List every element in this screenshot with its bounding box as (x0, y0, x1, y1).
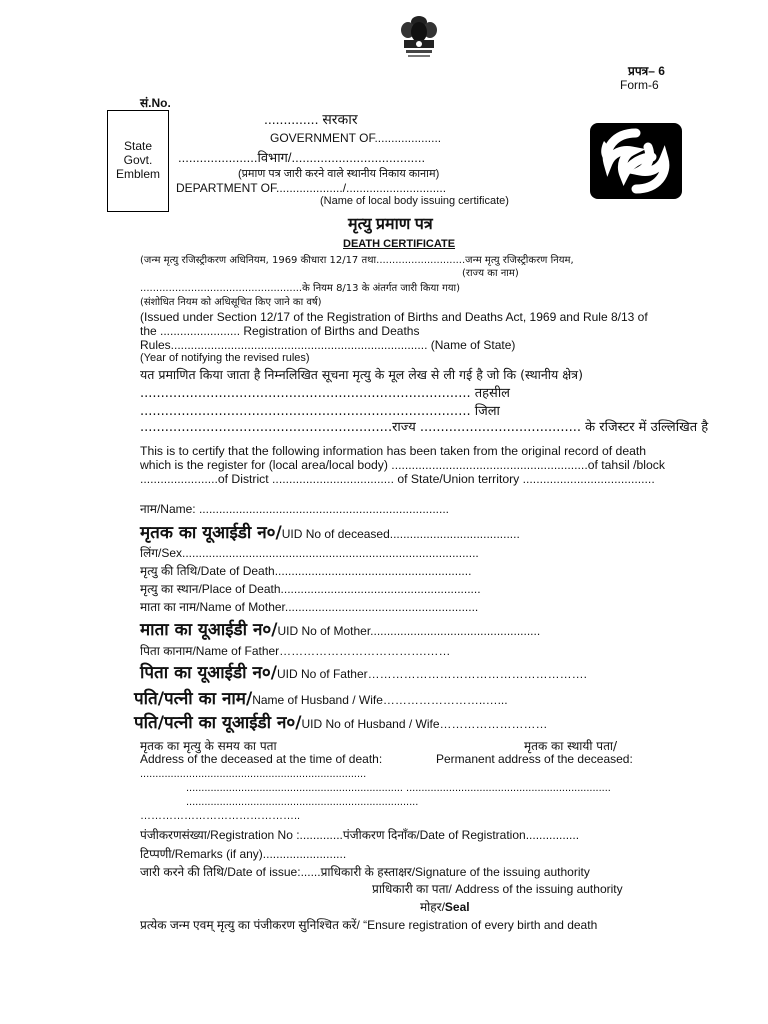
preamble-english-4: (Year of notifying the revised rules) (140, 352, 310, 364)
state-emblem-icon (396, 14, 442, 66)
government-hindi: .............. सरकार (264, 111, 358, 127)
address-permanent-english: Permanent address of the deceased: (436, 752, 633, 766)
department-hindi: ......................विभाग/..................................... (178, 150, 426, 165)
form-number-english: Form-6 (620, 78, 659, 92)
field-spouse-name-hindi: पति/पत्नी का नाम/ (134, 689, 253, 709)
footer-note: प्रत्येक जन्म एवम् मृत्यु का पंजीकरण सुनिश्चित करें/ “Ensure registration of every birth and death (140, 918, 598, 932)
title-hindi: मृत्यु प्रमाण पत्र (348, 216, 433, 233)
field-uid-mother-english: UID No of Mother................................................... (277, 624, 541, 638)
field-uid-deceased (140, 520, 520, 543)
field-uid-deceased-english: UID No of deceased....................................... (281, 527, 520, 541)
certify-english-3: .......................of District .................................... of State/Union territory ....................................... (140, 472, 655, 486)
government-of: GOVERNMENT OF.................... (270, 131, 442, 145)
address-death-hindi: मृतक का मृत्यु के समय का पता (140, 739, 277, 753)
local-body-name-english: (Name of local body issuing certificate) (320, 195, 509, 207)
department-of: DEPARTMENT OF..................../.............................. (176, 181, 447, 195)
field-date-of-issue: जारी करने की तिथि/Date of issue:......प्राधिकारी के हस्ताक्षर/Signature of the issuing authority (140, 865, 590, 879)
address-dots-2: ....................................................................... ................................................................... (186, 782, 611, 794)
field-uid-father-english: UID No of Father………………………………………………. (276, 667, 587, 681)
preamble-hindi-1: (जन्म मृत्यु रजिस्ट्रीकरण अधिनियम, 1969 कीधारा 12/17 तथा............................जन्म मृत्यु रजिस्ट्रीकरण नियम, (140, 255, 574, 266)
field-father-name: पिता कानाम/Name of Father……………………………….…… (140, 644, 451, 658)
field-uid-mother (140, 617, 540, 640)
preamble-hindi-4: (संशोधित नियम को अधिसूचित किए जाने का वर्ष) (140, 297, 322, 308)
preamble-english-3: Rules............................................................................. (Name of State) (140, 338, 516, 352)
address-dots-4: …………………………………….. (140, 810, 301, 822)
field-uid-spouse-english: UID No of Husband / Wife……………………… (301, 717, 548, 731)
registration-logo-icon (590, 123, 682, 199)
field-sex: लिंग/Sex......................................................................................... (140, 546, 479, 560)
preamble-english-1: (Issued under Section 12/17 of the Registration of Births and Deaths Act, 1969 and Rule 8/13 of (140, 310, 648, 324)
certify-english-1: This is to certify that the following information has been taken from the original record of death (140, 444, 647, 458)
preamble-hindi-2: (राज्य का नाम) (462, 268, 519, 279)
field-registration: पंजीकरणसंख्या/Registration No :.............पंजीकरण दिनाँक/Date of Registration................ (140, 828, 580, 842)
field-seal-english: Seal (444, 900, 470, 914)
form-number-hindi: प्रपत्र– 6 (628, 64, 665, 78)
field-uid-deceased-hindi: मृतक का यूआईडी न०/ (140, 523, 282, 543)
preamble-hindi-3: ...................................................के नियम 8/13 के अंतर्गत जारी किया गया) (140, 283, 461, 294)
field-uid-mother-hindi: माता का यूआईडी न०/ (140, 620, 278, 640)
field-seal (420, 898, 470, 915)
certify-english-2: which is the register for (local area/local body) ..........................................................of tahsil /block (140, 458, 665, 472)
certify-hindi-1: यत प्रमाणित किया जाता है निम्नलिखित सूचना मृत्यु के मूल लेख से ली गई है जो कि (स्थानीय क्षेत्र) (140, 367, 583, 382)
certify-hindi-2: ................................................................................ तहसील (140, 386, 511, 401)
preamble-english-2: the ........................ Registration of Births and Deaths (140, 324, 420, 338)
address-death-english: Address of the deceased at the time of death: (140, 752, 383, 766)
field-uid-father-hindi: पिता का यूआईडी न०/ (140, 663, 277, 683)
serial-number-label: सं.No. (140, 96, 171, 110)
title-english: DEATH CERTIFICATE (343, 238, 456, 250)
certify-hindi-4: .............................................................राज्य ....................................... के रजिस्टर में उल्लिखित है (140, 420, 709, 435)
field-remarks: टिप्पणी/Remarks (if any)......................... (140, 847, 347, 861)
address-permanent-hindi: मृतक का स्थायी पता/ (524, 739, 618, 753)
field-seal-hindi: मोहर/ (420, 900, 445, 914)
field-uid-spouse-hindi: पति/पत्नी का यूआईडी न०/ (134, 713, 302, 733)
state-emblem-box (107, 110, 169, 212)
field-name: नाम/Name: ........................................................................... (140, 502, 450, 516)
address-dots-1: .......................................................................... (140, 768, 367, 780)
emblem-box-line: Govt. (123, 153, 153, 167)
address-dots-3: ............................................................................ (186, 796, 419, 808)
field-authority-address: प्राधिकारी का पता/ Address of the issuing authority (372, 882, 623, 896)
certify-hindi-3: ................................................................................ जिला (140, 404, 500, 419)
field-place-of-death: मृत्यु का स्थान/Place of Death............................................................ (140, 582, 481, 596)
emblem-box-line: State (123, 139, 153, 153)
field-uid-spouse (134, 710, 548, 733)
emblem-box-line: Emblem (115, 167, 160, 181)
field-date-of-death: मृत्यु की तिथि/Date of Death........................................................... (140, 564, 472, 578)
local-body-name-hindi: (प्रमाण पत्र जारी करने वाले स्थानीय निकाय कानाम) (238, 168, 440, 180)
field-spouse-name (134, 686, 508, 709)
field-mother-name: माता का नाम/Name of Mother.......................................................... (140, 600, 479, 614)
field-uid-father (140, 660, 587, 683)
field-spouse-name-english: Name of Husband / Wife……………………..…... (252, 693, 508, 707)
